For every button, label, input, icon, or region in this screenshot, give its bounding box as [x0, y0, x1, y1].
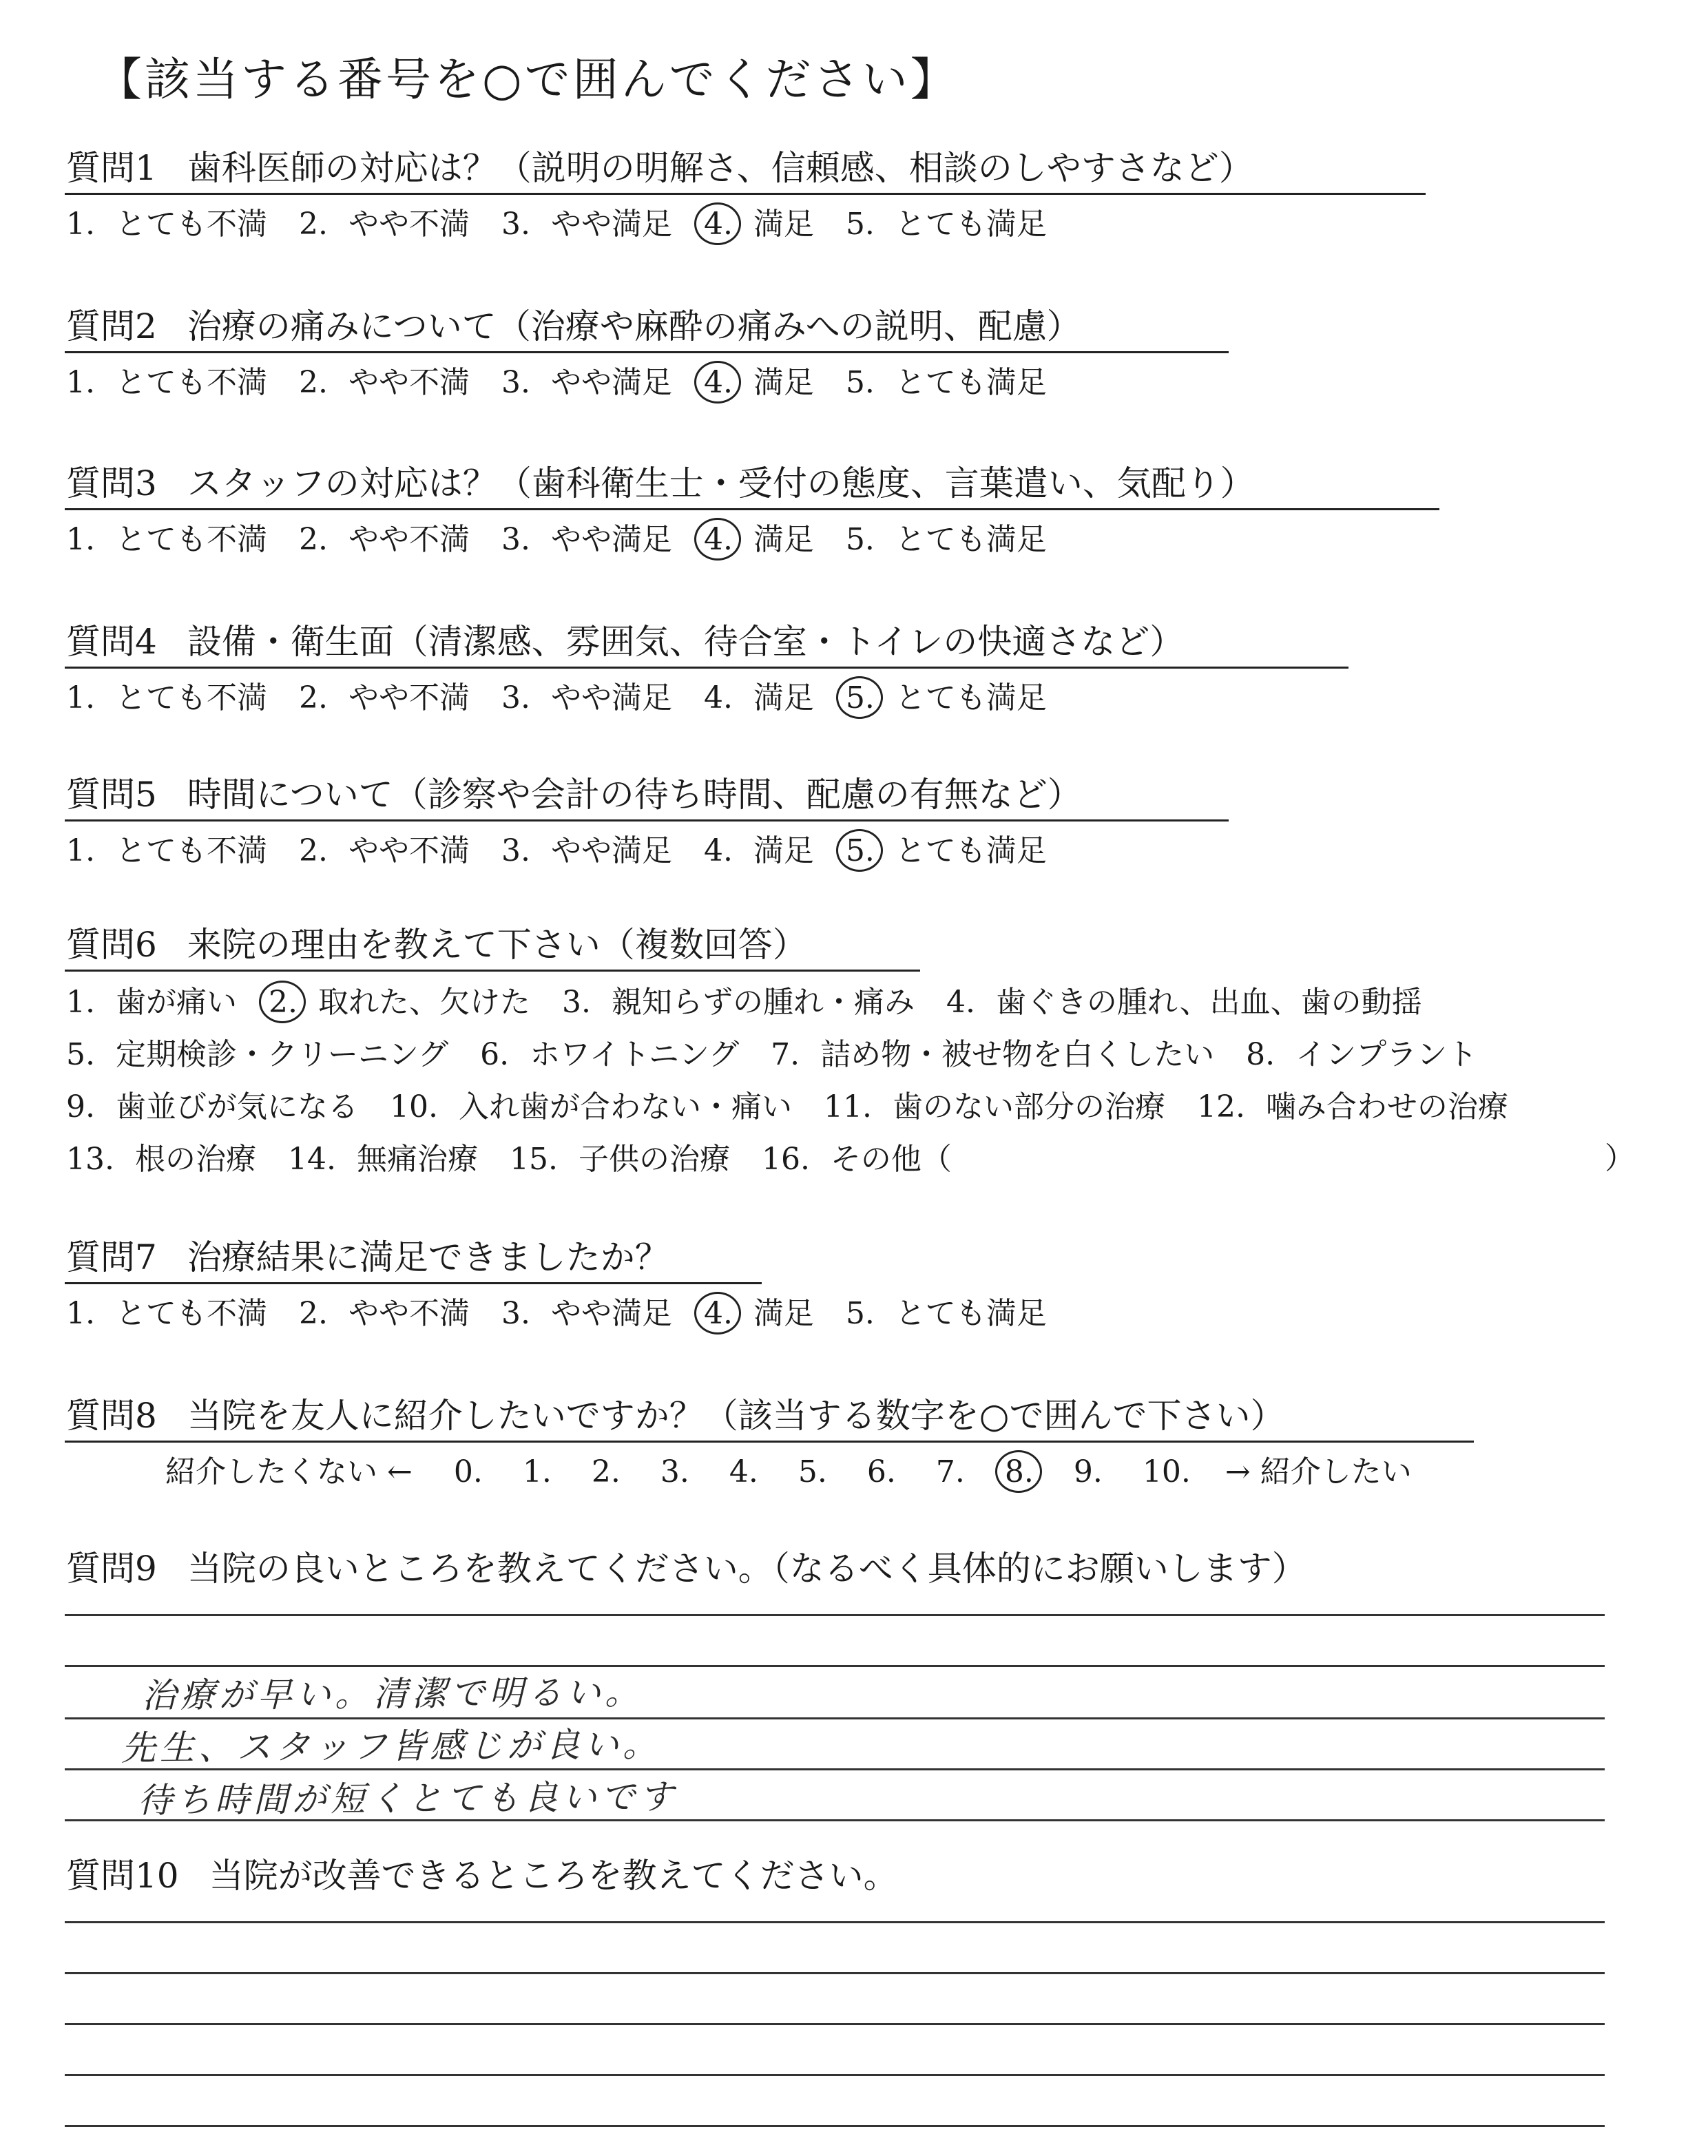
- q6-option-label: 取れた、欠けた: [317, 985, 530, 1020]
- question-underline: [65, 508, 1439, 510]
- q6-option[interactable]: [66, 1088, 358, 1127]
- q8-scale-value: 4.: [729, 1454, 758, 1489]
- rating-option[interactable]: [299, 364, 470, 402]
- q10-heading: [66, 1855, 898, 1896]
- q7-option-number: 5.: [845, 1296, 875, 1331]
- q6-option-label: 噛み合わせの治療: [1265, 1089, 1508, 1124]
- q8-scale-point[interactable]: [936, 1453, 1005, 1492]
- q6-option-number: 7.: [771, 1037, 800, 1072]
- rating-option-number: 5.: [845, 365, 875, 400]
- q6-close-paren: ）: [1605, 1141, 1635, 1176]
- q8-scale-value: 6.: [866, 1454, 896, 1489]
- rating-option-number: 2.: [298, 207, 328, 242]
- question-underline: [65, 193, 1426, 195]
- question-text: 時間について（診察や会計の待ち時間、配慮の有無など）: [187, 775, 1082, 815]
- rating-option-label: 満足: [753, 522, 814, 557]
- question-options: [66, 679, 1079, 718]
- q6-option-number: 14.: [287, 1142, 336, 1177]
- rating-option-number: 1.: [66, 207, 95, 242]
- q6-option-number: 5.: [66, 1037, 95, 1072]
- q8-scale: [454, 1454, 1211, 1489]
- q9-answer-line: 先生、スタッフ皆感じが良い。: [121, 1724, 662, 1768]
- q6-option-label: 詰め物・被せ物を白くしたい: [820, 1037, 1215, 1072]
- rating-option[interactable]: [66, 205, 267, 244]
- rating-option[interactable]: [501, 364, 672, 402]
- q7-underline: [65, 1282, 762, 1284]
- q7-option[interactable]: [846, 1295, 1047, 1333]
- q6-option-number: 4.: [946, 985, 975, 1020]
- rating-option[interactable]: [704, 679, 814, 718]
- question-heading: [66, 774, 1082, 815]
- rating-option-label: やや満足: [550, 207, 672, 242]
- rating-option-label: とても満足: [895, 365, 1047, 400]
- q8-scale-value: 7.: [935, 1454, 965, 1489]
- q6-option-number: 11.: [823, 1089, 872, 1124]
- question-text: 歯科医師の対応は？（説明の明解さ、信頼感、相談のしやすさなど）: [187, 148, 1253, 188]
- rating-option[interactable]: [704, 521, 814, 559]
- question-number: 質問1: [66, 148, 157, 188]
- q6-option-label: 無痛治療: [356, 1142, 478, 1177]
- q8-scale-point[interactable]: [867, 1453, 936, 1492]
- q8-text: 当院を友人に紹介したいですか？（該当する数字を○で囲んで下さい）: [187, 1396, 1285, 1436]
- q8-scale-value: 9.: [1073, 1454, 1103, 1489]
- rating-option-label: とても満足: [895, 522, 1047, 557]
- q6-option[interactable]: [762, 1140, 952, 1179]
- q8-scale-value: 10.: [1142, 1454, 1191, 1489]
- question-options: [66, 521, 1079, 559]
- q10-rule: [65, 2125, 1605, 2127]
- q6-option-label: 親知らずの腫れ・痛み: [611, 985, 915, 1020]
- rating-option[interactable]: [501, 679, 672, 718]
- rating-option-number: 4.: [703, 833, 733, 868]
- q6-option-row: [66, 1088, 1540, 1127]
- q6-option-number: 15.: [509, 1142, 558, 1177]
- rating-option-number: 5.: [845, 522, 875, 557]
- q6-text: 来院の理由を教えて下さい（複数回答）: [187, 925, 807, 965]
- q8-scale-point[interactable]: [523, 1453, 592, 1492]
- rating-option-number: 3.: [501, 522, 530, 557]
- rating-option[interactable]: [704, 364, 814, 402]
- rating-option[interactable]: [846, 679, 1047, 718]
- rating-option[interactable]: [501, 832, 672, 870]
- rating-option-label: 満足: [753, 207, 814, 242]
- q7-option-label: 満足: [753, 1296, 814, 1331]
- question-text: スタッフの対応は？（歯科衛生士・受付の態度、言葉遣い、気配り）: [187, 463, 1255, 503]
- q7-option-number: 1.: [66, 1296, 95, 1331]
- q8-scale-point[interactable]: [1074, 1453, 1143, 1492]
- rating-option-label: やや不満: [348, 365, 470, 400]
- q6-option[interactable]: [824, 1088, 1165, 1127]
- rating-option-label: やや不満: [348, 833, 470, 868]
- page-title: 【該当する番号を○で囲んでください】: [96, 53, 959, 106]
- q8-scale-value: 3.: [660, 1454, 689, 1489]
- rating-option[interactable]: [299, 832, 470, 870]
- rating-option-number: 2.: [298, 833, 328, 868]
- q8-scale-value: 1.: [522, 1454, 552, 1489]
- q6-option[interactable]: [66, 1140, 256, 1179]
- q10-rule: [65, 1921, 1605, 1923]
- q10-rule: [65, 1972, 1605, 1974]
- rating-option[interactable]: [299, 521, 470, 559]
- rating-option-number: 3.: [501, 833, 530, 868]
- rating-option-number: 2.: [298, 680, 328, 715]
- rating-option[interactable]: [66, 679, 267, 718]
- rating-option-label: 満足: [753, 365, 814, 400]
- rating-option-label: とても満足: [895, 833, 1047, 868]
- q6-option[interactable]: [562, 983, 915, 1022]
- q7-text: 治療結果に満足できましたか？: [187, 1237, 669, 1277]
- rating-option[interactable]: [66, 521, 267, 559]
- question-text: 設備・衛生面（清潔感、雰囲気、待合室・トイレの快適さなど）: [187, 622, 1185, 662]
- rating-option-number: 1.: [66, 522, 95, 557]
- question-number: 質問2: [66, 306, 157, 346]
- rating-option-label: 満足: [753, 680, 814, 715]
- q6-option[interactable]: [66, 983, 237, 1022]
- q6-number: 質問6: [66, 925, 157, 965]
- q6-option-label: その他（: [830, 1142, 952, 1177]
- q7-heading: [66, 1237, 669, 1278]
- q8-scale-point[interactable]: [1005, 1453, 1074, 1492]
- rating-option-label: やや満足: [550, 833, 672, 868]
- q6-option[interactable]: [510, 1140, 730, 1179]
- rating-option-number: 2.: [298, 522, 328, 557]
- question-number: 質問4: [66, 622, 157, 662]
- q8-underline: [65, 1441, 1474, 1443]
- q6-option-label: 歯ぐきの腫れ、出血、歯の動揺: [995, 985, 1422, 1020]
- q6-option-row: [66, 1036, 1509, 1074]
- rating-option[interactable]: [846, 205, 1047, 244]
- q8-scale-value: 0.: [453, 1454, 483, 1489]
- q8-scale-point[interactable]: [1143, 1453, 1211, 1492]
- question-underline: [65, 667, 1348, 669]
- q10-number: 質問10: [66, 1856, 179, 1896]
- rating-option-number: 4.: [704, 364, 733, 402]
- rating-option[interactable]: [704, 832, 814, 870]
- question-options: [66, 832, 1079, 870]
- q7-option[interactable]: [704, 1295, 814, 1333]
- rating-option-number: 5.: [846, 832, 875, 870]
- q7-option-label: やや不満: [348, 1296, 470, 1331]
- q9-answer-line: 待ち時間が短くとても良いです: [137, 1777, 678, 1821]
- q7-options: [66, 1295, 1079, 1333]
- q8-scale-point[interactable]: [454, 1453, 523, 1492]
- rating-option-number: 2.: [298, 365, 328, 400]
- q9-number: 質問9: [66, 1549, 157, 1589]
- q6-option-label: 定期検診・クリーニング: [115, 1037, 449, 1072]
- q6-heading: [66, 924, 807, 965]
- rating-option-label: とても不満: [115, 680, 267, 715]
- q6-option-number: 2.: [269, 983, 298, 1022]
- rating-option-label: やや満足: [550, 365, 672, 400]
- q8-scale-row: [165, 1453, 1412, 1492]
- q6-underline: [65, 970, 920, 972]
- question-options: [66, 364, 1079, 402]
- q6-option-number: 16.: [761, 1142, 810, 1177]
- rating-option-label: やや満足: [550, 522, 672, 557]
- rating-option-label: とても満足: [895, 680, 1047, 715]
- q6-option-number: 8.: [1246, 1037, 1275, 1072]
- rating-option[interactable]: [846, 521, 1047, 559]
- q6-option[interactable]: [269, 983, 530, 1022]
- q6-option-row: [66, 983, 1454, 1022]
- q8-left-label: 紹介したくない ←: [165, 1454, 413, 1489]
- q7-option[interactable]: [501, 1295, 672, 1333]
- q9-heading: [66, 1548, 1306, 1589]
- q8-number: 質問8: [66, 1396, 157, 1436]
- rating-option-label: とても満足: [895, 207, 1047, 242]
- rating-option-label: やや不満: [348, 522, 470, 557]
- rating-option-label: やや不満: [348, 680, 470, 715]
- q7-option[interactable]: [299, 1295, 470, 1333]
- q6-option-label: 根の治療: [134, 1142, 256, 1177]
- q6-option-label: ホワイトニング: [530, 1037, 740, 1072]
- rating-option-number: 1.: [66, 365, 95, 400]
- q6-option[interactable]: [771, 1036, 1214, 1074]
- rating-option-label: とても不満: [115, 207, 267, 242]
- rating-option[interactable]: [66, 832, 267, 870]
- question-heading: [66, 621, 1184, 662]
- rating-option-label: やや満足: [550, 680, 672, 715]
- q7-option-label: とても満足: [895, 1296, 1047, 1331]
- q6-option[interactable]: [390, 1088, 792, 1127]
- q6-option-label: 歯のない部分の治療: [892, 1089, 1165, 1124]
- rating-option-number: 5.: [845, 207, 875, 242]
- rating-option-label: やや不満: [348, 207, 470, 242]
- q6-option[interactable]: [288, 1140, 478, 1179]
- rating-option[interactable]: [299, 679, 470, 718]
- q7-option-number: 3.: [501, 1296, 530, 1331]
- q6-option-label: 歯が痛い: [115, 985, 237, 1020]
- rating-option-number: 5.: [846, 679, 875, 718]
- rating-option[interactable]: [704, 205, 814, 244]
- q6-option[interactable]: [1197, 1088, 1508, 1127]
- question-heading: [66, 147, 1253, 189]
- rating-option-number: 1.: [66, 680, 95, 715]
- rating-option-number: 4.: [704, 521, 733, 559]
- q8-scale-point[interactable]: [798, 1453, 867, 1492]
- rating-option-label: とても不満: [115, 833, 267, 868]
- question-underline: [65, 819, 1229, 821]
- q10-rule: [65, 2023, 1605, 2025]
- rating-option-label: とても不満: [115, 522, 267, 557]
- q6-option[interactable]: [480, 1036, 739, 1074]
- q6-option[interactable]: [66, 1036, 448, 1074]
- rating-option-number: 3.: [501, 680, 530, 715]
- q8-scale-point[interactable]: [592, 1453, 660, 1492]
- rating-option-number: 3.: [501, 365, 530, 400]
- rating-option-number: 4.: [704, 205, 733, 244]
- q6-option-row: [66, 1140, 983, 1179]
- rating-option-number: 3.: [501, 207, 530, 242]
- q6-option-number: 9.: [66, 1089, 95, 1124]
- rating-option-label: 満足: [753, 833, 814, 868]
- q6-option-number: 12.: [1196, 1089, 1245, 1124]
- q7-option[interactable]: [66, 1295, 267, 1333]
- q10-text: 当院が改善できるところを教えてください。: [209, 1856, 898, 1896]
- q9-answer-line: 治療が早い。清潔で明るい。: [141, 1672, 644, 1716]
- q8-scale-point[interactable]: [729, 1453, 798, 1492]
- q6-option-label: 入れ歯が合わない・痛い: [458, 1089, 792, 1124]
- rating-option[interactable]: [846, 364, 1047, 402]
- q8-scale-value: 2.: [591, 1454, 621, 1489]
- q6-option-number: 1.: [66, 985, 95, 1020]
- q6-option-label: インプラント: [1295, 1037, 1478, 1072]
- q7-option-number: 2.: [298, 1296, 328, 1331]
- q8-scale-value: 8.: [1004, 1454, 1034, 1489]
- q6-option-number: 10.: [389, 1089, 438, 1124]
- q7-option-label: とても不満: [115, 1296, 267, 1331]
- rating-option-label: とても不満: [115, 365, 267, 400]
- rating-option-number: 1.: [66, 833, 95, 868]
- q9-rule: [65, 1614, 1605, 1616]
- question-options: [66, 205, 1079, 244]
- q10-rule: [65, 2074, 1605, 2076]
- rating-option[interactable]: [299, 205, 470, 244]
- question-heading: [66, 463, 1255, 504]
- rating-option[interactable]: [846, 832, 1047, 870]
- rating-option[interactable]: [501, 205, 672, 244]
- q6-option-label: 歯並びが気になる: [115, 1089, 358, 1124]
- q8-scale-point[interactable]: [660, 1453, 729, 1492]
- q8-heading: [66, 1395, 1284, 1436]
- rating-option-number: 4.: [703, 680, 733, 715]
- q7-option-number: 4.: [704, 1295, 733, 1333]
- q8-scale-value: 5.: [798, 1454, 827, 1489]
- question-heading: [66, 306, 1081, 347]
- q6-option-number: 6.: [480, 1037, 510, 1072]
- q6-option[interactable]: [1246, 1036, 1477, 1074]
- q7-option-label: やや満足: [550, 1296, 672, 1331]
- question-number: 質問5: [66, 775, 157, 815]
- q8-right-label: → 紹介したい: [1225, 1454, 1412, 1489]
- q6-option-number: 3.: [561, 985, 591, 1020]
- question-number: 質問3: [66, 463, 157, 503]
- rating-option[interactable]: [501, 521, 672, 559]
- q9-text: 当院の良いところを教えてください。（なるべく具体的にお願いします）: [187, 1549, 1306, 1589]
- q6-option-label: 子供の治療: [578, 1142, 730, 1177]
- question-text: 治療の痛みについて（治療や麻酔の痛みへの説明、配慮）: [187, 306, 1081, 346]
- question-underline: [65, 351, 1229, 353]
- q7-number: 質問7: [66, 1237, 157, 1277]
- q6-option-number: 13.: [66, 1142, 114, 1177]
- q6-option[interactable]: [946, 983, 1422, 1022]
- rating-option[interactable]: [66, 364, 267, 402]
